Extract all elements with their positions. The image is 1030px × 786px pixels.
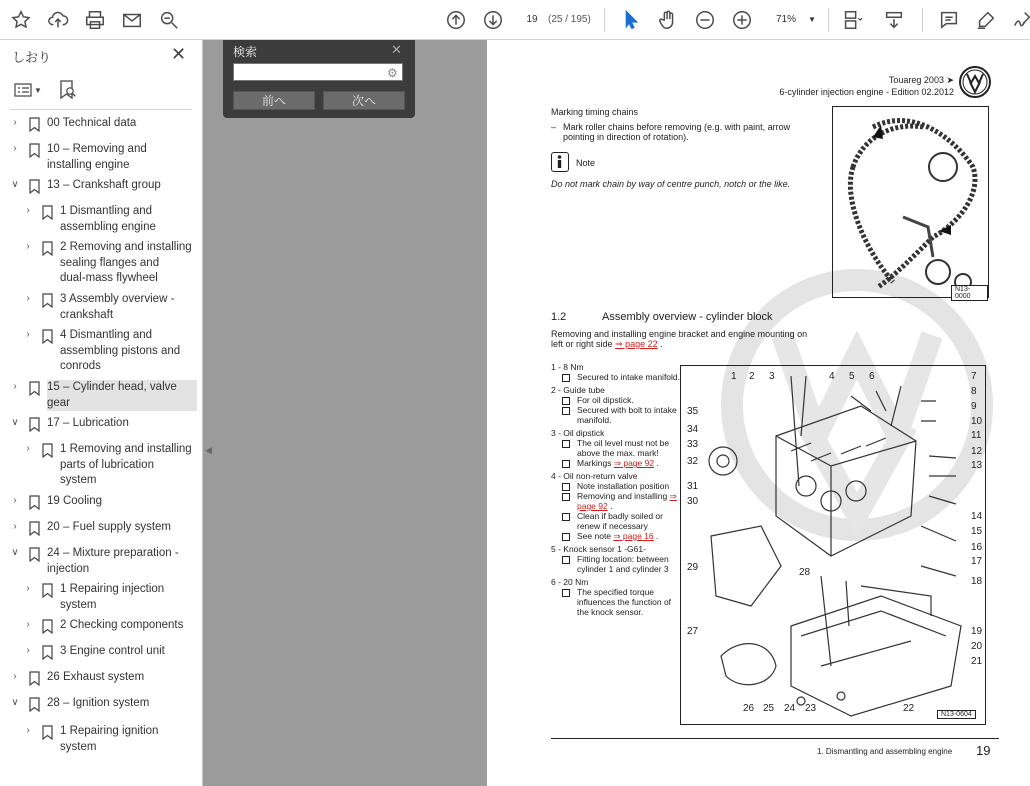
part-entry — [551, 471, 681, 541]
bookmark-icon — [42, 443, 53, 458]
bookmark-label: 4 Dismantling and assembling pistons and conrods — [60, 329, 181, 372]
part-heading: 3 - Oil dipstick — [551, 428, 605, 438]
figure-callout: 1 — [731, 371, 737, 382]
zoom-value: 71% — [775, 14, 796, 25]
fit-page-icon[interactable] — [838, 6, 866, 34]
part-heading: 6 - 20 Nm — [551, 577, 589, 587]
note-label: Note — [576, 158, 596, 168]
bullet-text: Note installation position — [577, 481, 670, 491]
bookmark-item[interactable] — [0, 204, 203, 235]
part-bullet — [551, 372, 681, 382]
list-options-icon — [14, 82, 32, 98]
bookmark-item[interactable] — [0, 328, 203, 375]
chevron-right-icon[interactable]: › — [13, 521, 17, 532]
divider — [10, 109, 192, 110]
panel-title: しおり — [12, 50, 52, 65]
figure-callout: 26 — [743, 703, 755, 714]
bookmark-item[interactable] — [0, 696, 203, 712]
figure-callout: 16 — [971, 542, 983, 553]
scroll-mode-icon[interactable] — [880, 6, 908, 34]
list-dash: – — [551, 122, 557, 132]
figure-callout: 15 — [971, 526, 983, 537]
bookmark-item[interactable] — [0, 142, 203, 173]
part-entry — [551, 385, 681, 425]
bullet-text: See note — [577, 531, 612, 541]
figure-callout: 3 — [769, 371, 775, 382]
chevron-right-icon[interactable]: › — [26, 293, 30, 304]
bookmark-label: 10 – Removing and installing engine — [47, 143, 147, 171]
bookmark-label: 26 Exhaust system — [47, 671, 145, 683]
section-heading: Marking timing chains — [551, 107, 639, 117]
chevron-right-icon[interactable]: › — [13, 117, 17, 128]
part-bullet: Removing and installing ⇒ page 92 . — [551, 491, 681, 511]
bookmark-label: 17 – Lubrication — [47, 417, 129, 429]
bookmark-icon — [42, 645, 53, 660]
sign-icon[interactable] — [1008, 6, 1030, 34]
close-icon[interactable]: ✕ — [171, 44, 187, 64]
bullet-text: Clean if badly soiled or renew if necessary — [577, 511, 663, 531]
bookmark-icon — [29, 697, 40, 712]
bookmark-label: 1 Dismantling and assembling engine — [60, 205, 156, 233]
figure-callout: 7 — [971, 371, 977, 382]
bookmark-icon — [42, 205, 53, 220]
bookmark-item[interactable] — [0, 380, 203, 411]
figure-callout: 29 — [687, 562, 699, 573]
part-bullet — [551, 587, 681, 617]
part-heading: 5 - Knock sensor 1 -G61- — [551, 544, 646, 554]
comment-icon[interactable] — [935, 6, 963, 34]
zoom-select[interactable] — [772, 11, 820, 29]
bookmark-icon — [29, 179, 40, 194]
bullet-text: Markings — [577, 458, 612, 468]
intro-text: Removing and installing engine bracket and engine mounting on left or right side — [551, 329, 808, 349]
separator — [922, 8, 923, 32]
footer-page-number: 19 — [976, 743, 991, 758]
bookmark-item[interactable] — [0, 644, 203, 660]
info-icon — [551, 152, 569, 172]
chevron-right-icon[interactable]: › — [13, 143, 17, 154]
bullet-text: Secured with bolt to intake manifold. — [577, 405, 677, 425]
part-bullet: Markings ⇒ page 92 . — [551, 458, 681, 468]
figure-callout: 27 — [687, 626, 699, 637]
search-icon[interactable] — [155, 6, 183, 34]
bookmark-icon — [29, 547, 40, 562]
page-count: (25 / 195) — [548, 14, 591, 25]
close-icon[interactable]: ✕ — [391, 42, 402, 57]
page-header — [779, 74, 954, 98]
chevron-right-icon[interactable]: › — [26, 619, 30, 630]
bookmark-item[interactable] — [0, 582, 203, 613]
bullet-text: Removing and installing — [577, 491, 668, 501]
highlight-pen-icon[interactable] — [972, 6, 1000, 34]
bookmark-item[interactable] — [0, 442, 203, 489]
bookmark-search-icon[interactable] — [59, 80, 77, 105]
collapse-panel-icon[interactable]: ◀ — [205, 445, 212, 455]
chevron-right-icon[interactable]: › — [13, 381, 17, 392]
search-title: 検索 — [233, 45, 258, 59]
bookmark-icon — [42, 725, 53, 740]
figure-callout: 13 — [971, 460, 983, 471]
bookmark-icon — [29, 417, 40, 432]
bookmark-item[interactable] — [0, 494, 203, 510]
bullet-text: Fitting location: between cylinder 1 and cylinder 3 — [577, 554, 669, 574]
page-link[interactable]: ⇒ page 22 — [615, 339, 658, 349]
bookmark-icon — [42, 583, 53, 598]
bookmark-icon — [29, 671, 40, 686]
header-edition: 6-cylinder injection engine - Edition 02.2012 — [779, 87, 954, 97]
part-bullet — [551, 405, 681, 425]
figure-callout: 9 — [971, 401, 977, 412]
figure-callout: 14 — [971, 511, 983, 522]
bookmark-label: 2 Removing and installing sealing flanges and dual-mass flywheel — [60, 241, 192, 284]
zoom-in-icon[interactable] — [728, 6, 756, 34]
chevron-down-icon[interactable]: ∨ — [11, 417, 19, 428]
part-heading: 2 - Guide tube — [551, 385, 605, 395]
figure-callout: 22 — [903, 703, 915, 714]
page-link[interactable]: ⇒ page 16 — [613, 531, 654, 541]
bookmark-icon — [29, 143, 40, 158]
bookmark-label: 28 – Ignition system — [47, 697, 150, 709]
bookmark-icon — [29, 495, 40, 510]
bookmark-item[interactable] — [0, 416, 203, 432]
figure-callout: 4 — [829, 371, 835, 382]
bookmark-item[interactable] — [0, 240, 203, 287]
zoom-out-icon[interactable] — [691, 6, 719, 34]
bookmark-label: 00 Technical data — [47, 117, 137, 129]
bookmarks-panel — [0, 40, 212, 786]
part-entry — [551, 428, 681, 468]
figure-label: N13-0604 — [937, 710, 976, 719]
figure-callout: 23 — [805, 703, 817, 714]
separator — [828, 8, 829, 32]
part-entry — [551, 544, 681, 574]
bookmark-label: 3 Assembly overview - crankshaft — [60, 293, 175, 321]
bookmark-icon — [42, 329, 53, 344]
bookmark-item[interactable] — [0, 178, 203, 194]
footer-rule — [551, 738, 999, 739]
figure-callout: 34 — [687, 424, 699, 435]
bullet-text: The specified torque influences the function of the knock sensor. — [577, 587, 672, 617]
bookmark-label: 3 Engine control unit — [60, 645, 165, 657]
figure-callout: 21 — [971, 656, 983, 667]
print-icon[interactable] — [81, 6, 109, 34]
select-cursor-icon[interactable] — [617, 6, 645, 34]
note-text: Do not mark chain by way of centre punch, notch or the like. — [551, 179, 791, 189]
bookmark-icon — [42, 241, 53, 256]
bullet-text: Secured to intake manifold. — [577, 372, 681, 382]
part-heading: 1 - 8 Nm — [551, 362, 584, 372]
bookmark-item[interactable] — [0, 292, 203, 323]
chevron-down-icon[interactable]: ∨ — [11, 179, 19, 190]
bookmark-item[interactable] — [0, 724, 203, 755]
vw-logo — [959, 66, 991, 98]
figure-callout: 33 — [687, 439, 699, 450]
page-down-icon[interactable] — [479, 6, 507, 34]
figure-callout: 20 — [971, 641, 983, 652]
chevron-down-icon: ▼ — [808, 15, 816, 24]
bookmark-icon — [42, 619, 53, 634]
bookmark-label: 13 – Crankshaft group — [47, 179, 161, 191]
bookmark-icon — [29, 117, 40, 132]
chevron-down-icon[interactable]: ∨ — [11, 547, 19, 558]
instruction-text: Mark roller chains before removing (e.g. with paint, arrow pointing in direction of rotation). — [563, 122, 791, 142]
figure-callout: 30 — [687, 496, 699, 507]
bookmark-icon — [42, 293, 53, 308]
bookmark-star-icon[interactable] — [7, 6, 35, 34]
figure-callout: 24 — [784, 703, 796, 714]
bookmark-label: 20 – Fuel supply system — [47, 521, 172, 533]
chevron-right-icon[interactable]: › — [26, 443, 30, 454]
chevron-right-icon[interactable]: › — [26, 725, 30, 736]
chevron-right-icon[interactable]: › — [26, 583, 30, 594]
part-entry — [551, 577, 681, 617]
page-link[interactable]: ⇒ page 92 — [613, 458, 655, 468]
part-bullet — [551, 481, 681, 491]
part-bullet — [551, 511, 681, 531]
search-panel — [223, 40, 415, 118]
page-number-input[interactable]: 19 — [526, 14, 538, 25]
search-input[interactable] — [233, 63, 403, 81]
figure-callout: 18 — [971, 576, 983, 587]
bullet-text: The oil level must not be above the max. mark! — [577, 438, 670, 458]
bookmark-options-button[interactable] — [14, 82, 42, 98]
document-page — [487, 40, 1030, 786]
bullet-text: For oil dipstick. — [577, 395, 634, 405]
chevron-right-icon[interactable]: › — [13, 495, 17, 506]
timing-chain-figure — [832, 106, 989, 298]
bookmark-item[interactable] — [0, 670, 203, 686]
mail-icon[interactable] — [118, 6, 146, 34]
bookmark-item[interactable] — [0, 546, 203, 577]
toolbar — [0, 0, 1030, 40]
bookmark-item[interactable] — [0, 520, 203, 536]
bookmark-label: 15 – Cylinder head, valve gear — [47, 380, 197, 411]
bookmark-icon — [29, 521, 40, 536]
next-button[interactable]: 次へ — [323, 91, 405, 110]
part-bullet — [551, 554, 681, 574]
part-entry — [551, 362, 681, 382]
page-up-icon[interactable] — [442, 6, 470, 34]
parts-list — [551, 362, 681, 620]
figure-callout: 28 — [799, 567, 811, 578]
figure-callout: 5 — [849, 371, 855, 382]
chevron-right-icon[interactable]: › — [26, 241, 30, 252]
part-bullet — [551, 438, 681, 458]
hand-tool-icon[interactable] — [654, 6, 682, 34]
gear-icon[interactable]: ⚙ — [387, 66, 398, 80]
footer-chapter: 1. Dismantling and assembling engine — [817, 747, 953, 756]
figure-callout: 19 — [971, 626, 983, 637]
part-bullet: See note ⇒ page 16 . — [551, 531, 681, 541]
figure-callout: 25 — [763, 703, 775, 714]
bookmark-label: 19 Cooling — [47, 495, 102, 507]
bookmark-label: 1 Repairing ignition system — [60, 725, 159, 753]
bookmark-label: 1 Repairing injection system — [60, 583, 165, 611]
figure-callout: 10 — [971, 416, 983, 427]
chevron-right-icon[interactable]: › — [13, 671, 17, 682]
bookmark-item[interactable] — [0, 618, 203, 634]
bookmark-item[interactable] — [0, 116, 203, 132]
previous-button[interactable]: 前へ — [233, 91, 315, 110]
figure-callout: 35 — [687, 406, 699, 417]
part-heading: 4 - Oil non-return valve — [551, 471, 638, 481]
figure-callout: 6 — [869, 371, 875, 382]
upload-icon[interactable] — [44, 6, 72, 34]
chevron-down-icon: ▼ — [34, 85, 42, 95]
chevron-down-icon[interactable]: ∨ — [11, 697, 19, 708]
chevron-right-icon[interactable]: › — [26, 205, 30, 216]
figure-callout: 8 — [971, 386, 977, 397]
page-link[interactable]: ⇒ page 92 — [577, 491, 677, 511]
section-number: 1.2 — [551, 311, 567, 323]
figure-callout: 17 — [971, 556, 983, 567]
bookmark-label: 2 Checking components — [60, 619, 184, 631]
figure-callout: 31 — [687, 481, 699, 492]
header-model: Touareg 2003 ➤ — [888, 75, 954, 85]
figure-label: N13-0000 — [951, 285, 988, 301]
figure-callout: 11 — [971, 430, 982, 441]
bookmark-label: 1 Removing and installing parts of lubrication system — [60, 443, 192, 486]
figure-callout: 32 — [687, 456, 699, 467]
chevron-right-icon[interactable]: › — [26, 645, 30, 656]
part-bullet — [551, 395, 681, 405]
chevron-right-icon[interactable]: › — [26, 329, 30, 340]
bookmark-label: 24 – Mixture preparation - injection — [47, 547, 179, 575]
figure-callout: 12 — [971, 446, 983, 457]
cylinder-block-figure — [680, 365, 986, 725]
section-title: Assembly overview - cylinder block — [602, 311, 773, 323]
figure-callout: 2 — [749, 371, 755, 382]
separator — [604, 8, 605, 32]
bookmark-icon — [29, 381, 40, 396]
section-intro: Removing and installing engine bracket and engine mounting on left or right side ⇒ page 22 . — [551, 329, 808, 349]
